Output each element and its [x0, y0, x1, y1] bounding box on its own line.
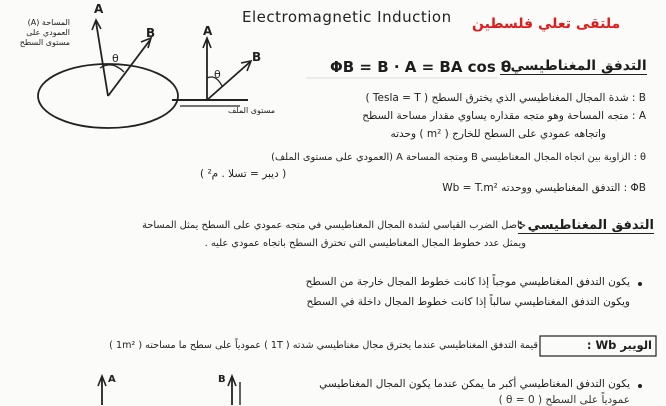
surface-label: مستوى الملف	[228, 106, 275, 115]
label-vector-a: A	[94, 2, 104, 16]
label-angle: θ	[112, 52, 119, 65]
flux-def-6: ΦB : التدفق المغناطيسي ووحدته Wb = T.m²	[442, 182, 646, 194]
flux-def-3: واتجاهه عمودي على السطح للخارج ( m² ) وحدته	[390, 128, 606, 140]
label-angle2: θ	[214, 68, 221, 81]
flux-heading: التدفق المغناطيسي :	[500, 58, 647, 74]
weber-text: قيمة التدفق المغناطيسي عندما يخترق مجال مغناطيسي شدته ( 1T ) عمودياً على سطح ما مساحته ( 1m² )	[109, 340, 538, 351]
flux-def-2: A : متجه المساحة وهو متجه مقداره يساوي مقدار مساحة السطح	[362, 110, 646, 122]
page-title: Electromagnetic Induction	[242, 8, 452, 26]
watermark: ملتقى تعلي فلسطين	[472, 16, 621, 32]
label-vector-b: B	[146, 26, 156, 40]
figure-note: المساحة (A) العمودي على مستوى السطح	[19, 18, 70, 47]
flux-def-line-1: حاصل الضرب القياسي لشدة المجال المغناطيسي في متجه عمودي على السطح يمثل المساحة	[142, 220, 526, 231]
note-positive: يكون التدفق المغناطيسي موجباً إذا كانت خطوط المجال خارجة من السطح	[305, 276, 630, 288]
bottom-label-a: A	[108, 374, 116, 385]
bottom-line-2: عمودياً على السطح ( θ = 0 )	[498, 394, 630, 406]
weber-heading: الويبر Wb :	[586, 338, 652, 352]
flux-equation: ΦB = B · A = BA cos θ	[330, 58, 512, 76]
note-negative: ويكون التدفق المغناطيسي سالباً إذا كانت خطوط المجال داخلة في السطح	[306, 296, 630, 308]
bottom-line: يكون التدفق المغناطيسي أكبر ما يمكن عندما يكون المجال المغناطيسي	[319, 378, 630, 390]
label-vector-a2: A	[203, 24, 213, 38]
flux-def-heading: التدفق المغناطيسي :	[517, 218, 654, 233]
flux-def-5: ( ديبر = تسلا . م² )	[200, 168, 287, 180]
vector-a-arrow	[96, 22, 108, 96]
flux-def-line-2: ويمثل عدد خطوط المجال المغناطيسي التي تخترق السطح باتجاه عمودي عليه .	[204, 238, 526, 249]
flux-def-4: θ : الزاوية بين اتجاه المجال المغناطيسي B ومتجه المساحة A (العمودي على مستوى الملف)	[271, 152, 646, 163]
flux-def-1: B : شدة المجال المغناطيسي الذي يخترق السطح ( Tesla = T )	[365, 92, 646, 104]
bottom-label-b: B	[218, 374, 226, 385]
label-vector-b2: B	[252, 50, 262, 64]
